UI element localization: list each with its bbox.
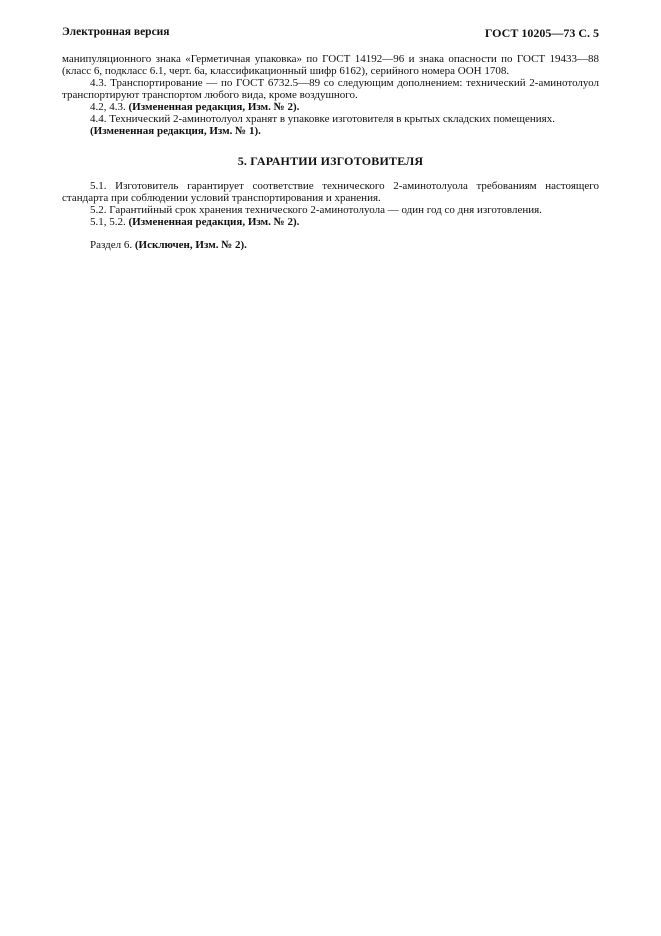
amendment-ref: 5.1, 5.2. xyxy=(90,216,129,228)
paragraph-marking-continuation: манипуляционного знака «Герметичная упаковка» по ГОСТ 14192—96 и знака опасности по ГОСТ 19433—88 (класс 6, подкласс 6.1, черт. 6а, классификационный шифр 6162), серийного номера ООН 1708. xyxy=(62,53,599,77)
amendment-note: (Измененная редакция, Изм. № 2). xyxy=(128,216,300,228)
amendment-note: (Измененная редакция, Изм. № 2). xyxy=(128,101,300,113)
document-body xyxy=(62,53,599,251)
section-5-title: 5. ГАРАНТИИ ИЗГОТОВИТЕЛЯ xyxy=(237,154,424,168)
paragraph-section-6 xyxy=(62,239,599,251)
paragraph-5-1-5-2-amendment xyxy=(62,216,599,228)
page-header xyxy=(62,26,599,40)
paragraph-4-4-amendment: (Измененная редакция, Изм. № 1). xyxy=(90,125,261,137)
paragraph-4-2-4-3-amendment xyxy=(62,101,599,113)
section-6-excluded-note: (Исключен, Изм. № 2). xyxy=(134,239,247,251)
header-edition-label: Электронная версия xyxy=(62,26,170,38)
paragraph-5-1: 5.1. Изготовитель гарантирует соответствие технического 2-аминотолуола требованиям настоящего стандарта при соблюдении условий транспортирования и хранения. xyxy=(62,180,599,204)
paragraph-4-4: 4.4. Технический 2-аминотолуол хранят в упаковке изготовителя в крытых складских помещениях. xyxy=(90,113,555,125)
paragraph-5-2: 5.2. Гарантийный срок хранения технического 2-аминотолуола — один год со дня изготовления. xyxy=(90,204,542,216)
amendment-ref: 4.2, 4.3. xyxy=(90,101,129,113)
section-6-ref: Раздел 6. xyxy=(90,239,135,251)
header-standard-page: ГОСТ 10205—73 С. 5 xyxy=(484,26,599,40)
spacer xyxy=(62,228,599,239)
paragraph-4-3: 4.3. Транспортирование — по ГОСТ 6732.5—89 со следующим дополнением: технический 2-аминотолуол транспортируют транспортом любого вида, кроме воздушного. xyxy=(62,77,599,101)
